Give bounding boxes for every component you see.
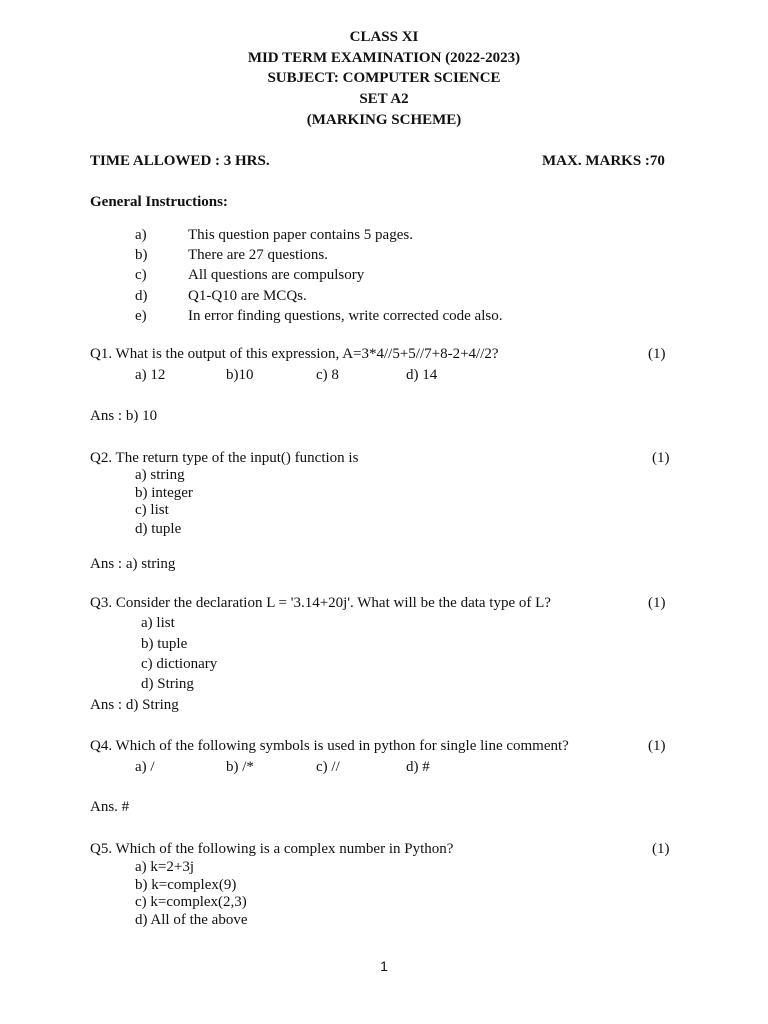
answer-text: Ans : b) 10 [90, 408, 158, 424]
subject-title: SUBJECT: COMPUTER SCIENCE [267, 70, 501, 86]
marking-scheme-title: (MARKING SCHEME) [306, 112, 462, 128]
question-option: a) list [141, 615, 175, 631]
question-text: Q3. Consider the declaration L = '3.14+20j'. What will be the data type of L? [90, 595, 551, 611]
question-marks: (1) [648, 346, 666, 362]
question-option: d) # [406, 759, 430, 775]
max-marks: MAX. MARKS :70 [542, 153, 665, 169]
question-option: a) k=2+3j [135, 859, 194, 875]
instruction-text: All questions are compulsory [188, 267, 365, 283]
question-option: b)10 [226, 367, 254, 383]
question-text: Q1. What is the output of this expression, A=3*4//5+5//7+8-2+4//2? [90, 346, 499, 362]
question-option: c) // [316, 759, 340, 775]
question-option: d) All of the above [135, 912, 248, 928]
question-option: c) k=complex(2,3) [135, 894, 247, 910]
class-heading: CLASS XI [349, 29, 419, 45]
instruction-letter: d) [135, 288, 148, 304]
time-allowed: TIME ALLOWED : 3 HRS. [90, 153, 270, 169]
instruction-text: Q1-Q10 are MCQs. [188, 288, 307, 304]
question-text: Q2. The return type of the input() function is [90, 450, 359, 466]
question-marks: (1) [648, 595, 666, 611]
answer-text: Ans. # [90, 799, 130, 815]
question-text: Q5. Which of the following is a complex number in Python? [90, 841, 454, 857]
instruction-letter: e) [135, 308, 147, 324]
question-option: c) dictionary [141, 656, 218, 672]
question-option: d) String [141, 676, 194, 692]
instruction-text: In error finding questions, write corrected code also. [188, 308, 503, 324]
question-text: Q4. Which of the following symbols is used in python for single line comment? [90, 738, 569, 754]
question-option: a) / [135, 759, 155, 775]
set-title: SET A2 [359, 91, 409, 107]
question-option: b) tuple [141, 636, 188, 652]
question-option: d) 14 [406, 367, 438, 383]
question-marks: (1) [648, 738, 666, 754]
instruction-text: This question paper contains 5 pages. [188, 227, 413, 243]
instruction-text: There are 27 questions. [188, 247, 328, 263]
instruction-letter: a) [135, 227, 147, 243]
question-marks: (1) [652, 450, 670, 466]
page-number: 1 [380, 958, 388, 974]
question-option: c) 8 [316, 367, 339, 383]
answer-text: Ans : d) String [90, 697, 179, 713]
question-option: c) list [135, 502, 169, 518]
question-option: d) tuple [135, 521, 182, 537]
answer-text: Ans : a) string [90, 556, 176, 572]
question-option: b) /* [226, 759, 254, 775]
instructions-title: General Instructions: [90, 194, 228, 210]
question-option: b) k=complex(9) [135, 877, 237, 893]
question-option: a) 12 [135, 367, 166, 383]
instruction-letter: b) [135, 247, 148, 263]
question-marks: (1) [652, 841, 670, 857]
exam-title: MID TERM EXAMINATION (2022-2023) [247, 50, 521, 66]
question-option: a) string [135, 467, 185, 483]
question-option: b) integer [135, 485, 193, 501]
instruction-letter: c) [135, 267, 147, 283]
